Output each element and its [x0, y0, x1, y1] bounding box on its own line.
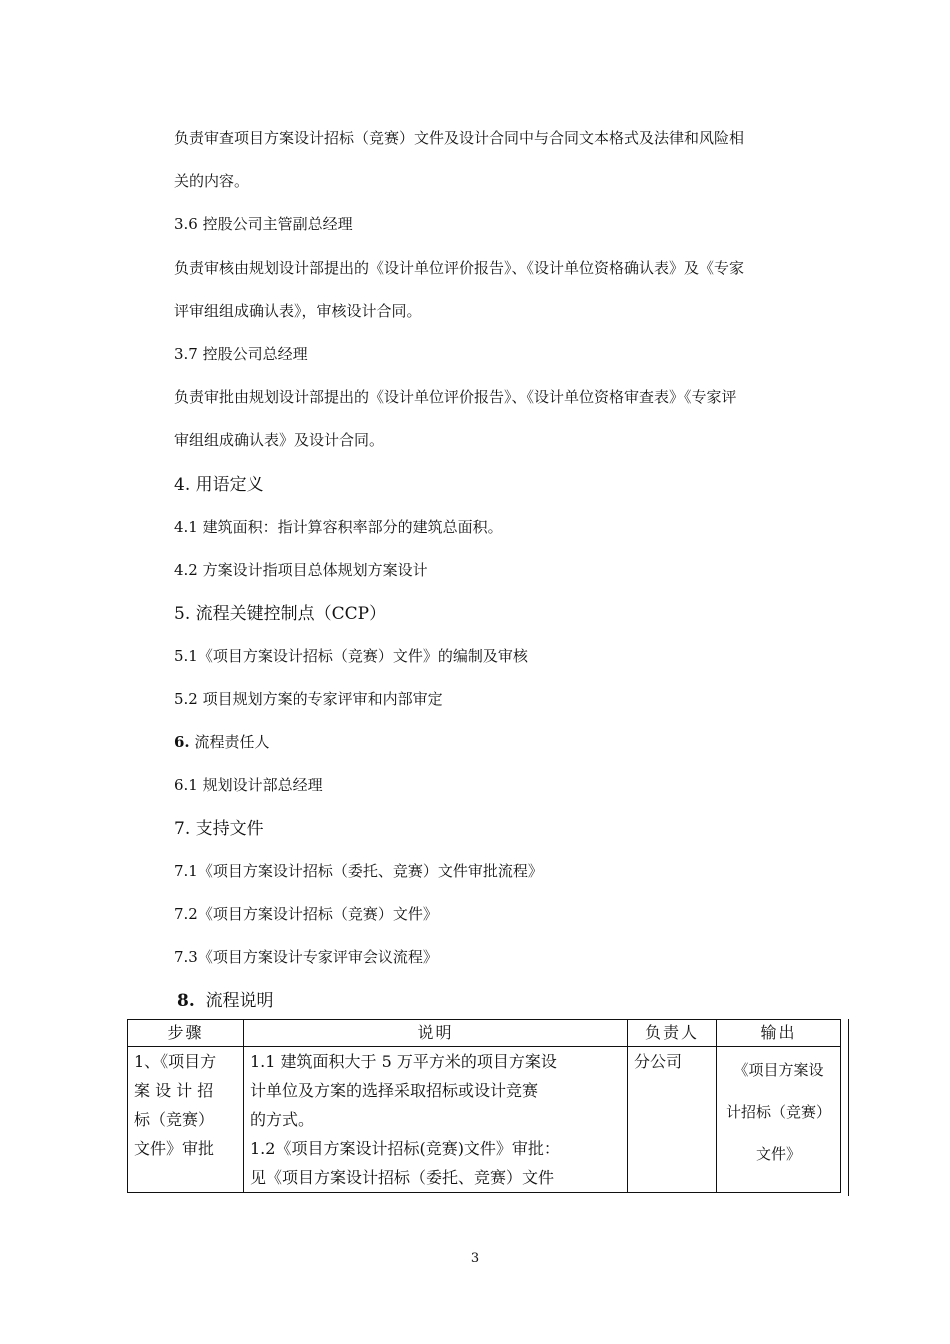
table-header-row [128, 1020, 841, 1047]
table-row [128, 1047, 841, 1193]
heading-6-number: 6. [174, 733, 190, 751]
item-7-1: 7.1《项目方案设计招标（委托、竞赛）文件审批流程》 [174, 862, 543, 880]
item-4-1: 4.1 建筑面积：指计算容积率部分的建筑总面积。 [174, 518, 503, 536]
cell-step-line: 标（竞赛） [134, 1110, 215, 1129]
paragraph-text: 评审组组成确认表》，审核设计合同。 [174, 302, 422, 320]
heading-6-text: 流程责任人 [194, 733, 270, 751]
cell-step-line: 案 设 计 招 [134, 1081, 214, 1100]
item-5-1: 5.1《项目方案设计招标（竞赛）文件》的编制及审核 [174, 647, 528, 665]
heading-7: 7. 支持文件 [174, 819, 264, 839]
cell-desc-line: 见《项目方案设计招标（委托、竞赛）文件 [250, 1168, 555, 1187]
heading-8-text: 流程说明 [205, 991, 274, 1011]
page-number: 3 [470, 1251, 480, 1266]
cell-step-line: 文件》审批 [134, 1139, 215, 1158]
cell-desc-line: 的方式。 [250, 1110, 315, 1129]
paragraph-text: 负责审核由规划设计部提出的《设计单位评价报告》、《设计单位资格确认表》及《专家 [174, 259, 745, 277]
cell-output-line: 计招标（竞赛） [725, 1103, 831, 1121]
process-table [127, 1019, 841, 1193]
header-description: 说明 [244, 1020, 628, 1047]
paragraph-text: 审组组成确认表》及设计合同。 [174, 431, 385, 449]
item-6-1: 6.1 规划设计部总经理 [174, 776, 323, 794]
item-7-3: 7.3《项目方案设计专家评审会议流程》 [174, 948, 438, 966]
cell-desc-line: 计单位及方案的选择采取招标或设计竞赛 [250, 1081, 539, 1100]
header-step: 步骤 [128, 1020, 244, 1047]
cell-description [244, 1047, 628, 1193]
header-owner: 负责人 [628, 1020, 717, 1047]
heading-6 [174, 731, 269, 752]
paragraph-text: 负责审查项目方案设计招标（竞赛）文件及设计合同中与合同文本格式及法律和风险相 [174, 129, 745, 147]
cell-desc-line: 1.2《项目方案设计招标(竞赛)文件》审批： [250, 1139, 560, 1158]
heading-8 [177, 986, 274, 1011]
cell-desc-line: 1.1 建筑面积大于 5 万平方米的项目方案设 [250, 1052, 557, 1071]
cell-owner: 分公司 [628, 1047, 717, 1193]
cell-output [717, 1047, 841, 1193]
item-7-2: 7.2《项目方案设计招标（竞赛）文件》 [174, 905, 438, 923]
item-4-2: 4.2 方案设计指项目总体规划方案设计 [174, 561, 428, 579]
cell-step-line: 1、《项目方 [134, 1052, 217, 1071]
paragraph-text: 关的内容。 [174, 172, 250, 190]
item-5-2: 5.2 项目规划方案的专家评审和内部审定 [174, 690, 443, 708]
cell-output-line: 文件》 [755, 1145, 801, 1163]
cell-step [128, 1047, 244, 1193]
heading-5: 5. 流程关键控制点（CCP） [174, 604, 387, 624]
table-outer-border [848, 1019, 849, 1196]
heading-8-number: 8. [177, 991, 195, 1011]
header-output: 输出 [717, 1020, 841, 1047]
section-3-6: 3.6 控股公司主管副总经理 [174, 215, 353, 233]
heading-4: 4. 用语定义 [174, 475, 264, 495]
cell-output-line: 《项目方案设 [733, 1061, 824, 1079]
section-3-7: 3.7 控股公司总经理 [174, 345, 308, 363]
paragraph-text: 负责审批由规划设计部提出的《设计单位评价报告》、《设计单位资格审查表》《专家评 [174, 388, 737, 406]
